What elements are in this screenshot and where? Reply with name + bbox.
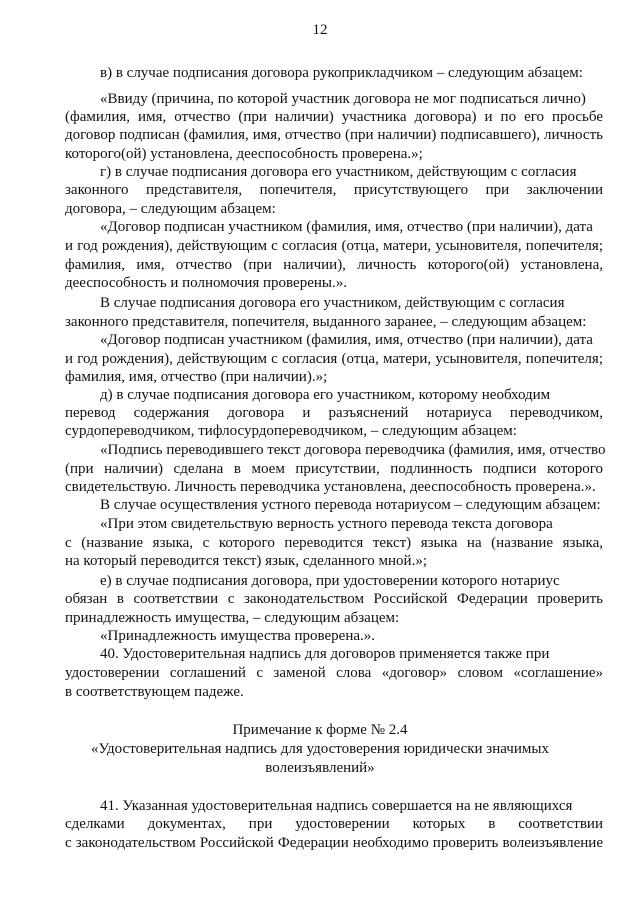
text-line: обязан в соответствии с законодательством Российской Федерации проверить: [65, 591, 603, 607]
text-line: на который переводится текст) язык, сделанного мной.»;: [65, 553, 427, 569]
text-line: г) в случае подписания договора его участником, действующим с согласия: [100, 164, 577, 180]
text-line: «Принадлежность имущества проверена.».: [100, 628, 376, 644]
text-line: перевод содержания договора и разъяснений нотариуса переводчиком,: [65, 405, 603, 421]
text-line: фамилия, имя, отчество (при наличии).»;: [65, 369, 328, 385]
text-line: (при наличии) сделана в моем присутствии, подлинность подписи которого: [65, 461, 603, 477]
text-line: В случае осуществления устного перевода нотариусом – следующим абзацем:: [100, 497, 601, 513]
text-line: сделками документах, при удостоверении которых в соответствии: [65, 816, 603, 832]
text-line: фамилия, имя, отчество (при наличии), личность которого(ой) установлена,: [65, 257, 603, 273]
note-heading: Примечание к форме № 2.4: [232, 722, 408, 738]
page-number: 12: [312, 22, 328, 38]
text-line: которого(ой) установлена, дееспособность проверена.»;: [65, 146, 423, 162]
text-line: в соответствующем падеже.: [65, 684, 244, 700]
text-line: «При этом свидетельствую верность устного перевода текста договора: [100, 516, 553, 532]
text-line: (фамилия, имя, отчество (при наличии) участника договора) и по его просьбе: [65, 109, 603, 125]
text-line: с законодательством Российской Федерации необходимо проверить волеизъявление: [65, 835, 603, 851]
text-line: с (название языка, с которого переводится текст) языка на (название языка,: [65, 535, 603, 551]
text-line: «Подпись переводившего текст договора переводчика (фамилия, имя, отчество: [100, 442, 606, 458]
text-line: д) в случае подписания договора его участником, которому необходим: [100, 387, 551, 403]
text-line: 40. Удостоверительная надпись для договоров применяется также при: [100, 646, 550, 662]
text-line: «Договор подписан участником (фамилия, имя, отчество (при наличии), дата: [100, 332, 593, 348]
text-line: 41. Указанная удостоверительная надпись совершается на не являющихся: [100, 798, 573, 814]
text-line: «Договор подписан участником (фамилия, имя, отчество (при наличии), дата: [100, 219, 593, 235]
text-line: В случае подписания договора его участником, действующим с согласия: [100, 295, 565, 311]
note-title: «Удостоверительная надпись для удостоверения юридически значимых: [91, 741, 549, 757]
text-line: законного представителя, попечителя, присутствующего при заключении: [65, 182, 603, 198]
text-line: в) в случае подписания договора рукоприкладчиком – следующим абзацем:: [100, 65, 583, 81]
text-line: принадлежность имущества, – следующим абзацем:: [65, 610, 400, 626]
text-line: свидетельствую. Личность переводчика установлена, дееспособность проверена.».: [65, 479, 596, 495]
text-line: сурдопереводчиком, тифлосурдопереводчиком, – следующим абзацем:: [65, 423, 517, 439]
text-line: и год рождения), действующим с согласия (отца, матери, усыновителя, попечителя;: [65, 238, 603, 254]
text-line: «Ввиду (причина, по которой участник договора не мог подписаться лично): [100, 91, 586, 107]
text-line: е) в случае подписания договора, при удостоверении которого нотариус: [100, 573, 560, 589]
note-title: волеизъявлений»: [265, 760, 375, 776]
text-line: договор подписан (фамилия, имя, отчество (при наличии) подписавшего), личность: [65, 127, 603, 143]
text-line: законного представителя, попечителя, выданного заранее, – следующим абзацем:: [65, 314, 587, 330]
text-line: удостоверении соглашений с заменой слова «договор» словом «соглашение»: [65, 665, 603, 681]
text-line: дееспособность и полномочия проверены.».: [65, 275, 347, 291]
text-line: и год рождения), действующим с согласия (отца, матери, усыновителя, попечителя;: [65, 351, 603, 367]
text-line: договора, – следующим абзацем:: [65, 201, 276, 217]
